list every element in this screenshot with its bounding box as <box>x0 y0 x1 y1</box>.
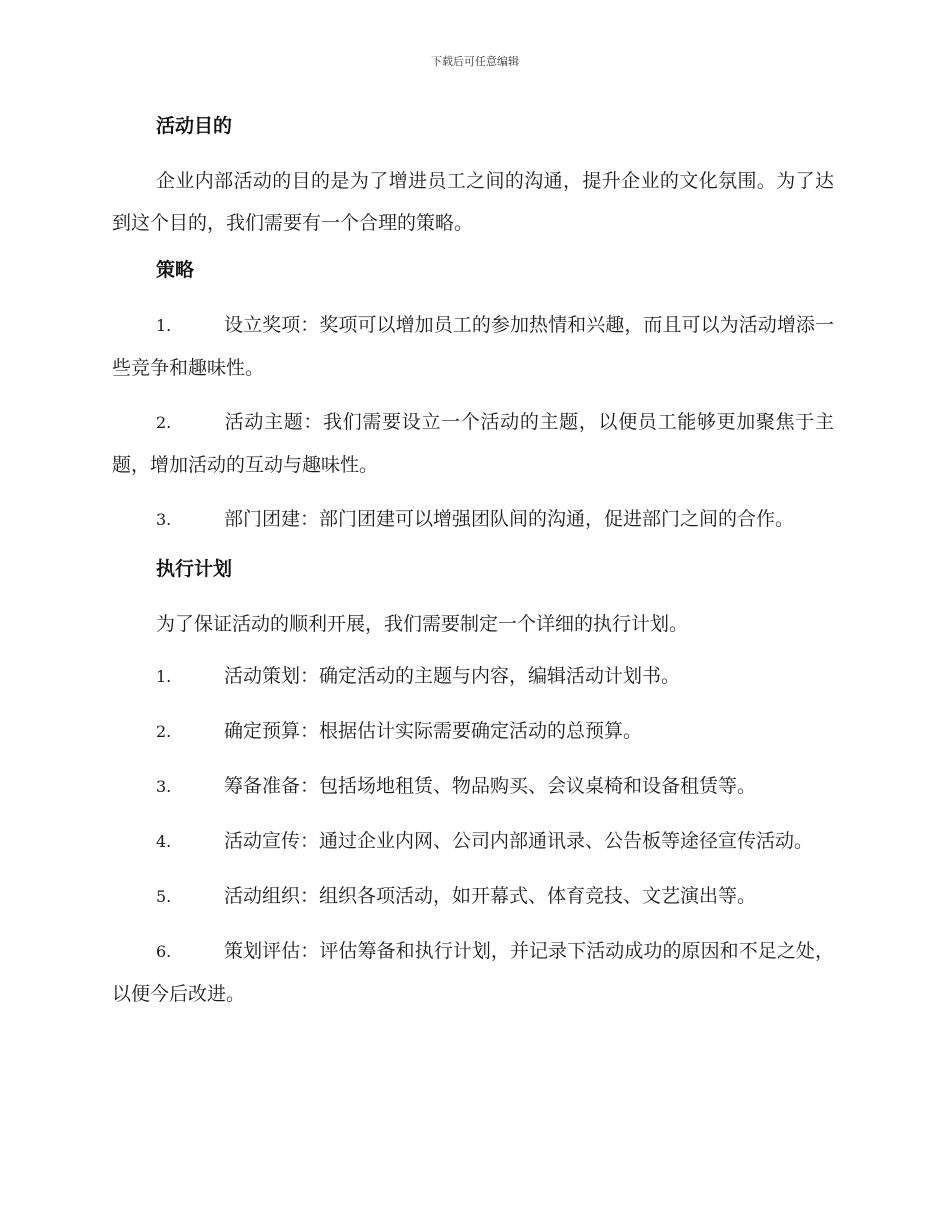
list-item-number: 2. <box>156 413 172 432</box>
list-item-text: 活动宣传：通过企业内网、公司内部通讯录、公告板等途径宣传活动。 <box>224 830 814 852</box>
list-item <box>112 304 834 389</box>
plan-intro-paragraph: 为了保证活动的顺利开展，我们需要制定一个详细的执行计划。 <box>156 613 689 635</box>
list-item <box>112 765 834 808</box>
list-item-number: 4. <box>156 832 172 851</box>
list-item-text: 活动策划：确定活动的主题与内容，编辑活动计划书。 <box>224 665 681 687</box>
list-item-number: 1. <box>156 667 172 686</box>
list-item-text: 活动主题：我们需要设立一个活动的主题，以便员工能够更加聚焦于主题，增加活动的互动与趣味性。 <box>112 411 834 476</box>
list-item-text: 确定预算：根据估计实际需要确定活动的总预算。 <box>224 720 643 742</box>
section-title-purpose: 活动目的 <box>156 115 233 137</box>
list-item-number: 5. <box>156 887 172 906</box>
section-title-strategy: 策略 <box>156 259 195 281</box>
list-item <box>112 930 834 1015</box>
list-item-number: 3. <box>156 777 172 796</box>
list-item-number: 3. <box>156 510 172 529</box>
list-item-text: 筹备准备：包括场地租赁、物品购买、会议桌椅和设备租赁等。 <box>224 775 757 797</box>
section-title-plan: 执行计划 <box>156 558 233 580</box>
list-item-number: 6. <box>156 942 172 961</box>
list-item <box>112 710 834 753</box>
list-item-text: 设立奖项：奖项可以增加员工的参加热情和兴趣，而且可以为活动增添一些竞争和趣味性。 <box>112 314 834 379</box>
list-item <box>112 820 834 863</box>
header-note: 下载后可任意编辑 <box>431 55 519 68</box>
list-item <box>112 875 834 918</box>
list-item <box>112 498 834 541</box>
list-item-text: 活动组织：组织各项活动，如开幕式、体育竞技、文艺演出等。 <box>224 885 757 907</box>
list-item-text: 策划评估：评估筹备和执行计划，并记录下活动成功的原因和不足之处，以便今后改进。 <box>112 940 834 1005</box>
document-body <box>112 110 834 1027</box>
list-item <box>112 655 834 698</box>
list-item-number: 2. <box>156 722 172 741</box>
purpose-paragraph: 企业内部活动的目的是为了增进员工之间的沟通，提升企业的文化氛围。为了达到这个目的，我们需要有一个合理的策略。 <box>112 170 834 234</box>
list-item-text: 部门团建：部门团建可以增强团队间的沟通，促进部门之间的合作。 <box>224 508 795 530</box>
list-item <box>112 401 834 486</box>
list-item-number: 1. <box>156 316 172 335</box>
